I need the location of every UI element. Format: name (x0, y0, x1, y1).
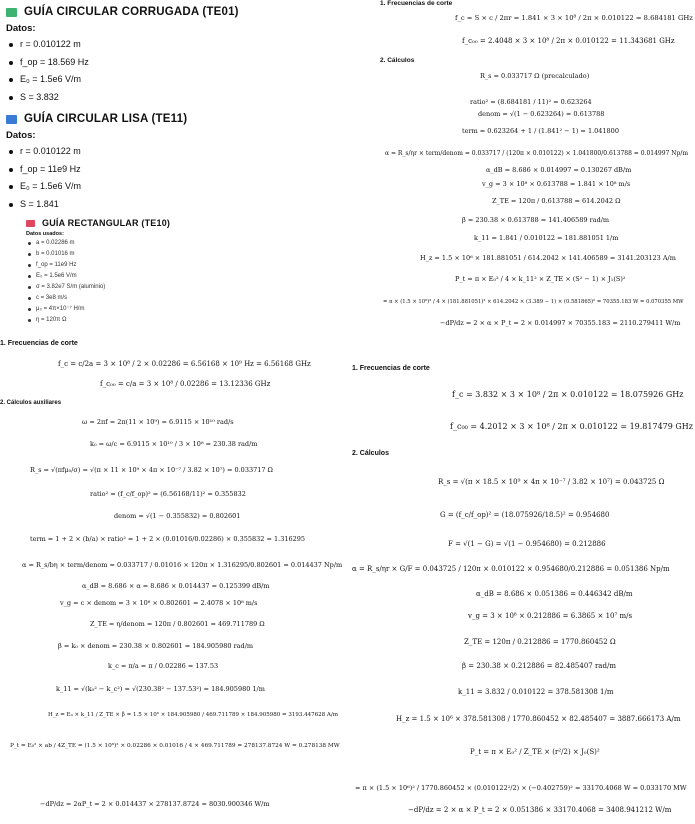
equation: −dP/dz = 2 × α × P_t = 2 × 0.051386 × 33170.4068 = 3408.941212 W/m (408, 806, 672, 814)
equation: denom = √(1 − 0.355832) = 0.802601 (114, 512, 241, 520)
equation: Z_TE = 120π / 0.212886 = 1770.860452 Ω (464, 638, 616, 646)
list-item: E₀ = 1.5e6 V/m (26, 271, 326, 282)
section-heading-calculos: 2. Cálculos auxiliares (0, 400, 62, 406)
section-heading-calculos: 2. Cálculos (380, 57, 415, 64)
lisa-block (6, 113, 336, 213)
list-item: η = 120π Ω (26, 315, 326, 326)
equation: k_11 = √(k₀² − k_c²) = √(230.38² − 137.53²) = 184.905980 1/m (56, 685, 265, 693)
equation: α_dB = 8.686 × α = 8.686 × 0.014437 = 0.125399 dB/m (82, 582, 270, 590)
list-item: b = 0.01016 m (26, 249, 326, 260)
equation: α_dB = 8.686 × 0.051386 = 0.446342 dB/m (476, 590, 633, 598)
equation: Z_TE = η/denom = 120π / 0.802601 = 469.711789 Ω (90, 620, 265, 628)
list-item: σ = 3.82e7 S/m (aluminio) (26, 282, 326, 293)
equation: f_c₀₀ = 2.4048 × 3 × 10⁸ / 2π × 0.010122 = 11.343681 GHz (462, 37, 675, 45)
equation: α = R_s/ηr × G/F = 0.043725 / 120π × 0.010122 × 0.954680/0.212886 = 0.051386 Np/m (352, 565, 670, 573)
lisa-title: GUÍA CIRCULAR LISA (TE11) (6, 113, 336, 125)
equation: v_g = 3 × 10⁸ × 0.613788 = 1.841 × 10⁸ m/s (482, 180, 631, 188)
equation: f_c = S × c / 2πr = 1.841 × 3 × 10⁸ / 2π × 0.010122 = 8.684181 GHz (455, 14, 693, 22)
list-item: S = 3.832 (6, 89, 336, 107)
list-item: f_op = 11e9 Hz (26, 260, 326, 271)
equation: P_t = π × E₀² / 4 × k_11² × Z_TE × (S² − 1) × J₁(S)² (455, 275, 626, 283)
equation: denom = √(1 − 0.623264) = 0.613788 (478, 110, 605, 118)
equation: −dP/dz = 2 × α × P_t = 2 × 0.014997 × 70355.183 = 2110.279411 W/m (440, 319, 681, 327)
equation: H_z = E₀ × k_11 / Z_TE × β = 1.5 × 10⁶ × 184.905980 / 469.711789 × 184.905980 = 3193.447628 A/m (48, 712, 338, 718)
list-item: E₀ = 1.5e6 V/m (6, 178, 336, 196)
equation: k_11 = 3.832 / 0.010122 = 378.581308 1/m (458, 688, 614, 696)
rect-data-list (26, 238, 326, 326)
equation: α_dB = 8.686 × 0.014997 = 0.130267 dB/m (486, 166, 632, 174)
section-heading-frecuencias: 1. Frecuencias de corte (380, 0, 453, 7)
equation: = π × (1.5 × 10⁶)² / 1770.860452 × (0.010122²/2) × (−0.402759)² = 33170.4068 W = 0.033170 MW (355, 784, 687, 792)
equation: Z_TE = 120π / 0.613788 = 614.2042 Ω (492, 197, 621, 205)
list-item: μ₀ = 4π×10⁻⁷ H/m (26, 304, 326, 315)
equation: F = √(1 − G) = √(1 − 0.954680) = 0.212886 (448, 540, 606, 548)
lisa-data-list (6, 143, 336, 213)
section-heading-frecuencias: 1. Frecuencias de corte (352, 365, 430, 372)
equation: β = 230.38 × 0.613788 = 141.406589 rad/m (462, 216, 610, 224)
list-item: f_op = 18.569 Hz (6, 54, 336, 72)
equation: G = (f_c/f_op)² = (18.075926/18.5)² = 0.954680 (440, 511, 610, 519)
equation: k_11 = 1.841 / 0.010122 = 181.881051 1/m (474, 234, 619, 242)
equation: P_t = E₀² × ab / 4Z_TE = (1.5 × 10⁶)² × 0.02286 × 0.01016 / 4 × 469.711789 = 278137.8724 W = 0.278138 MW (10, 743, 340, 749)
list-item: a = 0.02286 m (26, 238, 326, 249)
list-item: r = 0.010122 m (6, 143, 336, 161)
equation: H_z = 1.5 × 10⁶ × 181.881051 / 614.2042 × 141.406589 = 3141.203123 A/m (420, 254, 676, 262)
equation: ratio² = (f_c/f_op)² = (6.56168/11)² = 0.355832 (90, 490, 246, 498)
equation: R_s = 0.033717 Ω (precalculado) (480, 72, 590, 80)
equation: H_z = 1.5 × 10⁶ × 378.581308 / 1770.860452 × 82.485407 = 3887.666173 A/m (396, 715, 681, 723)
equation: f_c = c/2a = 3 × 10⁸ / 2 × 0.02286 = 6.56168 × 10⁹ Hz = 6.56168 GHz (58, 360, 311, 368)
list-item: S = 1.841 (6, 196, 336, 214)
equation: β = k₀ × denom = 230.38 × 0.802601 = 184.905980 rad/m (58, 642, 254, 650)
equation: P_t = π × E₀² / Z_TE × (r²/2) × J₀(S)² (470, 748, 600, 756)
equation: α = R_s/bη × term/denom = 0.033717 / 0.01016 × 120π × 1.316295/0.802601 = 0.014437 Np/m (22, 561, 343, 569)
equation: = π × (1.5 × 10⁶)² / 4 × (181.881051)² × 614.2042 × (3.389 − 1) × (0.581865)² = 70355.183 W = 0.070355 MW (383, 299, 684, 305)
section-heading-frecuencias: 1. Frecuencias de corte (0, 340, 78, 347)
equation: term = 1 + 2 × (b/a) × ratio² = 1 + 2 × (0.01016/0.02286) × 0.355832 = 1.316295 (30, 535, 306, 543)
green-square-icon (6, 8, 17, 17)
list-item: c = 3e8 m/s (26, 293, 326, 304)
section-heading-calculos: 2. Cálculos (352, 450, 389, 457)
rect-datos-label: Datos usados: (26, 231, 64, 237)
equation: f_c = 3.832 × 3 × 10⁸ / 2π × 0.010122 = 18.075926 GHz (452, 390, 684, 399)
corrugada-block (6, 6, 336, 106)
equation: −dP/dz = 2αP_t = 2 × 0.014437 × 278137.8724 = 8030.900346 W/m (40, 800, 270, 808)
rect-block (26, 218, 326, 326)
blue-square-icon (6, 115, 17, 124)
corrugada-title: GUÍA CIRCULAR CORRUGADA (TE01) (6, 6, 336, 18)
equation: f_c₀₀ = 4.2012 × 3 × 10⁸ / 2π × 0.010122 = 19.817479 GHz (450, 422, 693, 431)
equation: ratio² = (8.684181 / 11)² = 0.623264 (470, 98, 592, 106)
red-square-icon (26, 220, 35, 227)
equation: term = 0.623264 + 1 / (1.841² − 1) = 1.041800 (462, 127, 619, 135)
corrugada-data-list (6, 36, 336, 106)
equation: R_s = √(πfμ₀/σ) = √(π × 11 × 10⁹ × 4π × 10⁻⁷ / 3.82 × 10⁷) = 0.033717 Ω (30, 466, 273, 474)
equation: v_g = c × denom = 3 × 10⁸ × 0.802601 = 2.4078 × 10⁸ m/s (60, 599, 258, 607)
equation: β = 230.38 × 0.212886 = 82.485407 rad/m (462, 662, 616, 670)
equation: k_c = π/a = π / 0.02286 = 137.53 (108, 662, 219, 670)
equation: ω = 2πf = 2π(11 × 10⁹) = 6.9115 × 10¹⁰ rad/s (82, 418, 234, 426)
lisa-datos-label: Datos: (6, 130, 36, 141)
equation: f_c₀₀ = c/a = 3 × 10⁸ / 0.02286 = 13.12336 GHz (100, 380, 271, 388)
corrugada-datos-label: Datos: (6, 23, 36, 34)
equation: α = R_s/ηr × term/denom = 0.033717 / (120π × 0.010122) × 1.041800/0.613788 = 0.014997 Np/m (385, 150, 689, 157)
list-item: r = 0.010122 m (6, 36, 336, 54)
equation: v_g = 3 × 10⁸ × 0.212886 = 6.3865 × 10⁷ m/s (468, 612, 633, 620)
equation: k₀ = ω/c = 6.9115 × 10¹⁰ / 3 × 10⁸ = 230.38 rad/m (90, 440, 258, 448)
rect-title: GUÍA RECTANGULAR (TE10) (26, 218, 326, 228)
list-item: f_op = 11e9 Hz (6, 161, 336, 179)
equation: R_s = √(π × 18.5 × 10⁹ × 4π × 10⁻⁷ / 3.82 × 10⁷) = 0.043725 Ω (438, 478, 665, 486)
list-item: E₀ = 1.5e6 V/m (6, 71, 336, 89)
